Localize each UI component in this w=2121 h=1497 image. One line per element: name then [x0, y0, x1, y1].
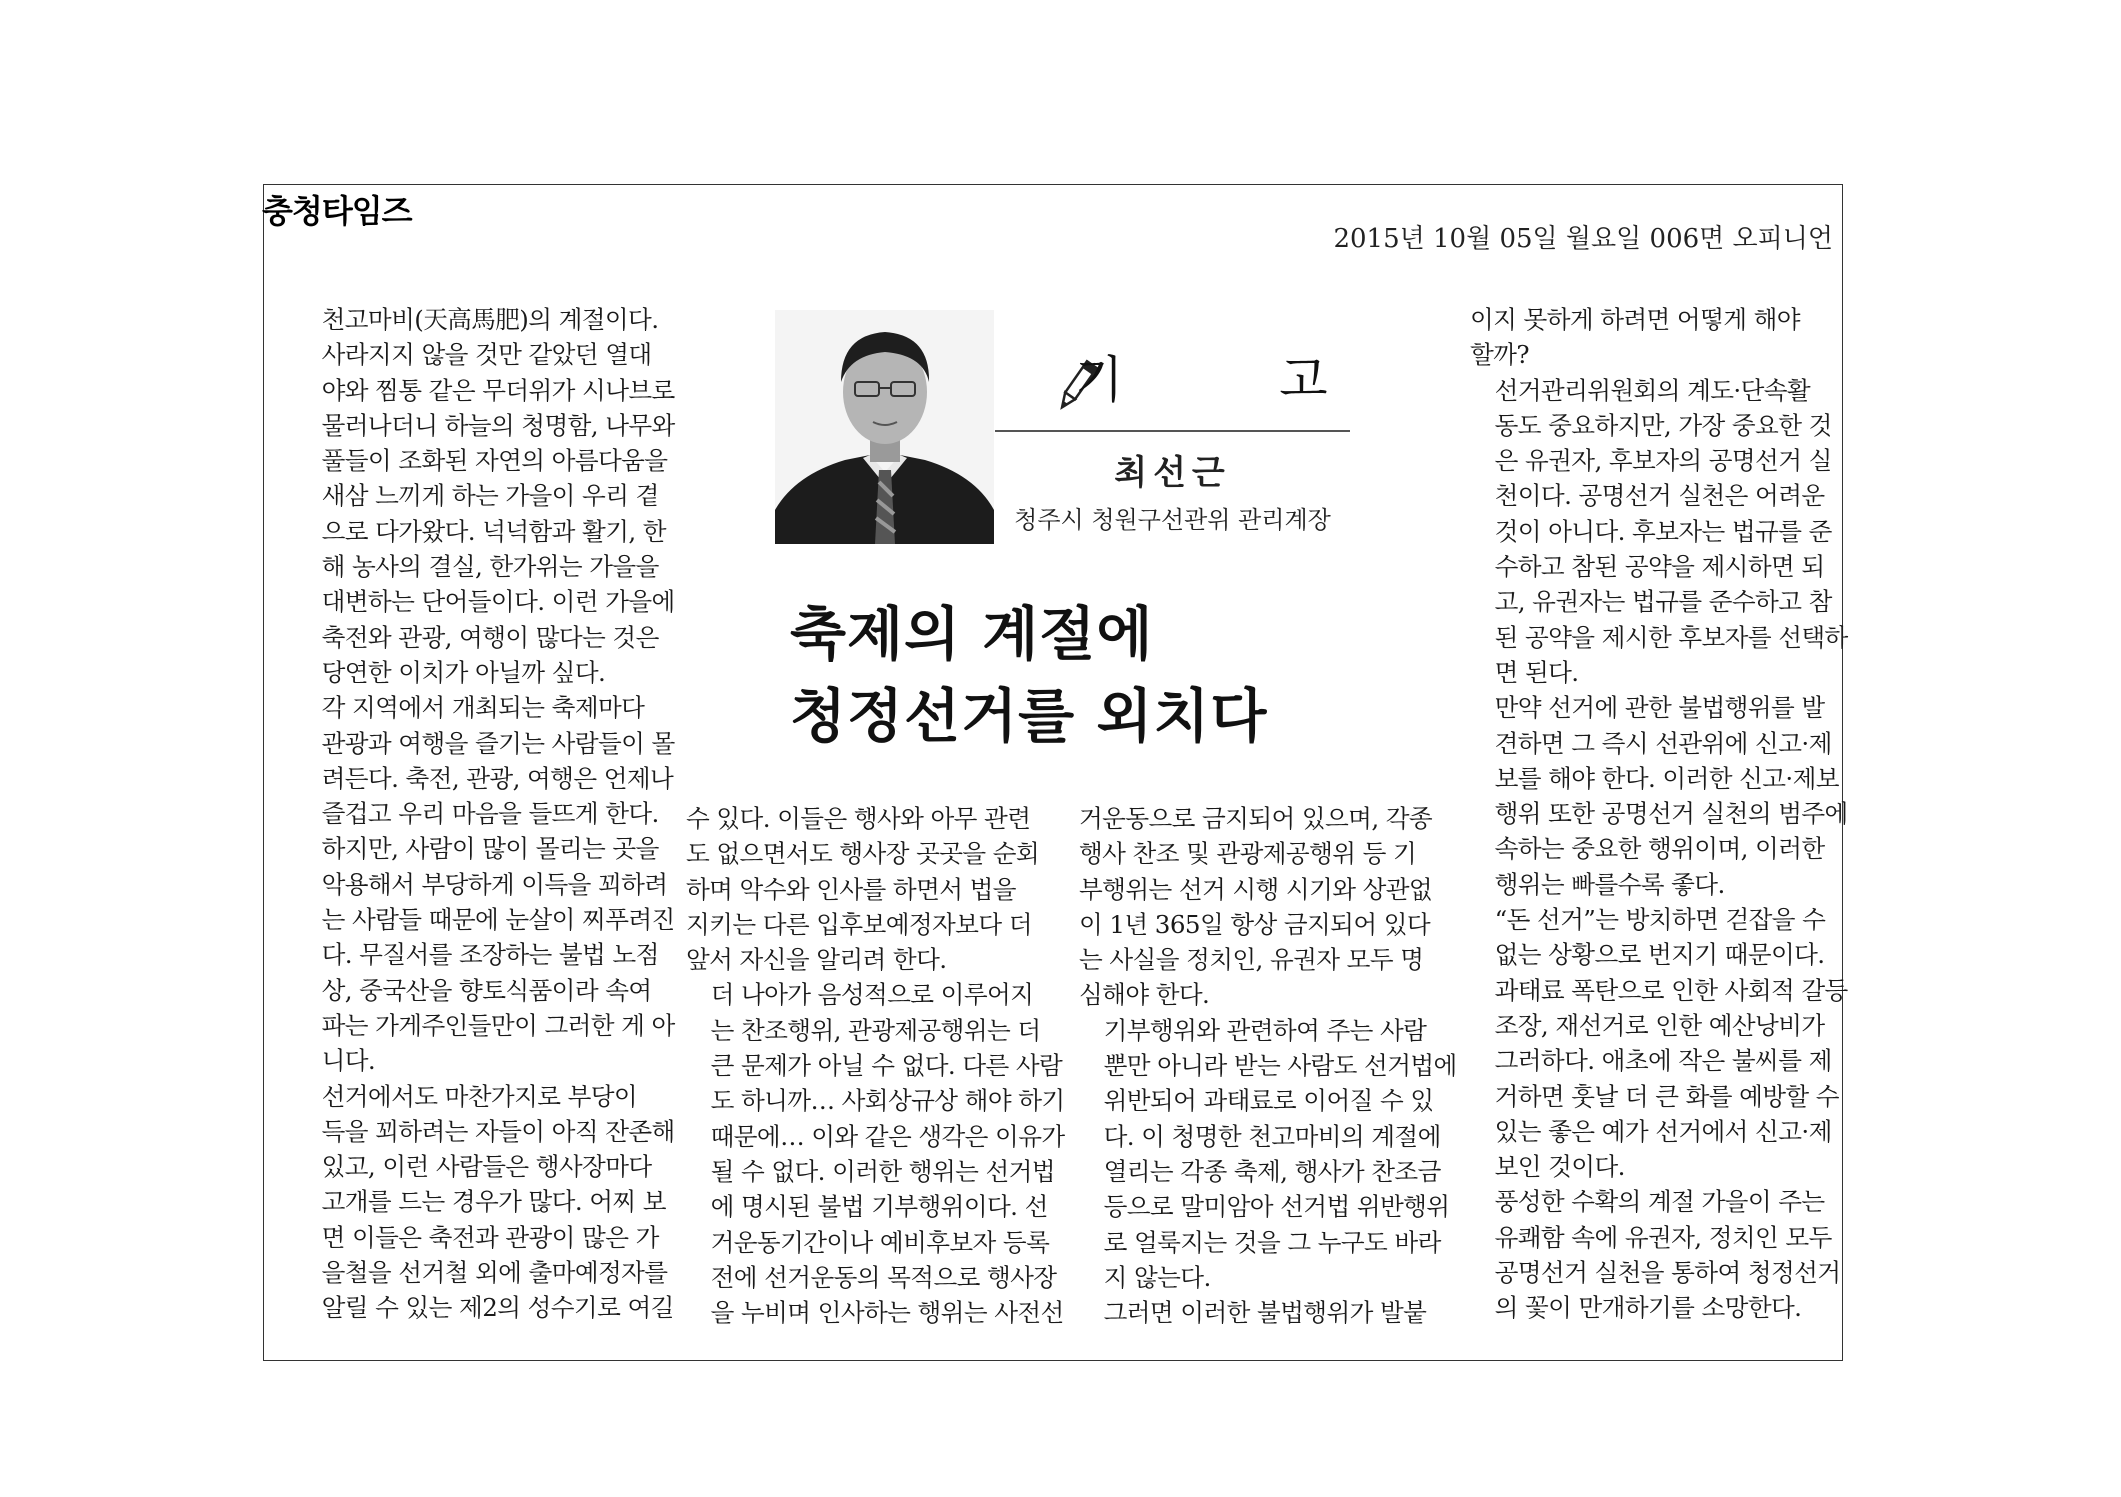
text-line: 된 공약을 제시한 후보자를 선택하 [1494, 622, 1848, 652]
paragraph [297, 337, 675, 690]
paragraph [1470, 373, 1848, 691]
text-line: 행사 찬조 및 관광제공행위 등 기 [1079, 839, 1417, 869]
text-line: 이 1년 365일 항상 금지되어 있다 [1079, 909, 1431, 939]
dateline: 2015년 10월 05일 월요일 006면 오피니언 [1333, 224, 1833, 254]
text-line: 고개를 드는 경우가 많다. 어찌 보 [321, 1187, 666, 1217]
text-line: 심해야 한다. [1079, 980, 1210, 1010]
text-line: 위반되어 과태료로 이어질 수 있 [1103, 1086, 1434, 1116]
text-line: 거하면 훗날 더 큰 화를 예방할 수 [1494, 1081, 1839, 1111]
section-label: 기 고 [1075, 351, 1398, 409]
text-line: 전에 선거운동의 목적으로 행사장 [710, 1262, 1057, 1292]
text-line: 로 얼룩지는 것을 그 누구도 바라 [1103, 1227, 1441, 1257]
text-line: 거운동으로 금지되어 있으며, 각종 [1079, 804, 1433, 833]
text-line: 만약 선거에 관한 불법행위를 발 [1494, 693, 1825, 723]
text-line: 천이다. 공명선거 실천은 어려운 [1494, 481, 1825, 511]
text-line: 그러면 이러한 불법행위가 발붙 [1103, 1298, 1427, 1328]
author-portrait-icon [775, 310, 994, 544]
text-line: 은 유권자, 후보자의 공명선거 실 [1494, 446, 1832, 476]
text-line: 악용해서 부당하게 이득을 꾀하려 [321, 869, 668, 899]
author-role: 청주시 청원구선관위 관리계장 [1014, 506, 1331, 534]
text-line: 행위는 빠를수록 좋다. [1494, 869, 1725, 899]
paragraph [1079, 1013, 1457, 1295]
text-line: 물러나더니 하늘의 청명함, 나무와 [321, 410, 675, 440]
article-headline [790, 593, 1267, 757]
text-line: 각 지역에서 개최되는 축제마다 [321, 693, 645, 723]
text-line: 의 꽃이 만개하기를 소망한다. [1494, 1293, 1802, 1323]
text-line: 유쾌함 속에 유권자, 정치인 모두 [1494, 1222, 1832, 1252]
text-line: 수하고 참된 공약을 제시하면 되 [1494, 552, 1825, 582]
headline-line-1: 축제의 계절에 [790, 600, 1154, 668]
text-line: 새삼 느끼게 하는 가을이 우리 곁 [321, 481, 659, 511]
text-line: 동도 중요하지만, 가장 중요한 것 [1494, 410, 1832, 440]
text-line: 없는 상황으로 번지기 때문이다. [1494, 940, 1825, 970]
text-line: 속하는 중요한 행위이며, 이러한 [1494, 834, 1825, 864]
text-line: 풍성한 수확의 계절 가을이 주는 [1494, 1187, 1825, 1217]
text-line: “돈 선거”는 방치하면 걷잡을 수 [1494, 905, 1826, 935]
paragraph [1079, 1295, 1439, 1330]
text-line: 려든다. 축전, 관광, 여행은 언제나 [321, 763, 674, 793]
text-line: 행위 또한 공명선거 실천의 범주에 [1494, 799, 1848, 829]
text-line: 니다. [321, 1046, 376, 1076]
text-line: 앞서 자신을 알리려 한다. [686, 945, 947, 975]
paragraph [686, 977, 1065, 1330]
text-line: 알릴 수 있는 제2의 성수기로 여길 [321, 1293, 674, 1323]
paragraph [297, 831, 675, 1078]
text-line: 에 명시된 불법 기부행위이다. 선 [710, 1192, 1048, 1222]
text-line: 사라지지 않을 것만 같았던 열대 [321, 340, 652, 370]
text-line: 도 하니까… 사회상규상 해야 하기 [710, 1086, 1065, 1116]
article-column-4 [1470, 302, 1848, 1326]
text-line: 공명선거 실천을 통하여 청정선거 [1494, 1258, 1841, 1288]
article-column-1 [297, 302, 675, 1326]
paragraph [297, 302, 669, 337]
text-line: 상, 중국산을 향토식품이라 속여 [321, 975, 652, 1005]
text-line: 수 있다. 이들은 행사와 아무 관련 [686, 804, 1031, 833]
text-line: 하지만, 사람이 많이 몰리는 곳을 [321, 834, 659, 864]
text-line: 선거관리위원회의 계도·단속활 [1494, 375, 1811, 405]
text-line: 견하면 그 즉시 선관위에 신고·제 [1494, 728, 1832, 758]
text-line: 것이 아니다. 후보자는 법규를 준 [1494, 516, 1832, 546]
text-line: 을철을 선거철 외에 출마예정자를 [321, 1258, 668, 1288]
text-line: 을 누비며 인사하는 행위는 사전선 [710, 1298, 1064, 1328]
author-photo [775, 310, 994, 544]
text-line: 부행위는 선거 시행 시기와 상관없 [1079, 874, 1433, 904]
text-line: 할까? [1470, 340, 1529, 370]
headline-line-2: 청정선거를 외치다 [790, 682, 1268, 750]
text-line: 때문에… 이와 같은 생각은 이유가 [710, 1121, 1065, 1151]
text-line: 있고, 이런 사람들은 행사장마다 [321, 1152, 652, 1182]
text-line: 도 없으면서도 행사장 곳곳을 순회 [686, 839, 1040, 869]
text-line: 대변하는 단어들이다. 이런 가을에 [321, 587, 675, 617]
text-line: 과태료 폭탄으로 인한 사회적 갈등 [1494, 975, 1848, 1005]
text-line: 큰 문제가 아닐 수 없다. 다른 사람 [710, 1051, 1063, 1081]
text-line: 선거에서도 마찬가지로 부당이 [321, 1081, 638, 1111]
paragraph [1470, 302, 1842, 373]
text-line: 기부행위와 관련하여 주는 사람 [1103, 1015, 1427, 1045]
text-line: 지 않는다. [1103, 1262, 1211, 1292]
text-line: 더 나아가 음성적으로 이루어지 [710, 980, 1034, 1010]
text-line: 열리는 각종 축제, 행사가 찬조금 [1103, 1156, 1441, 1186]
text-line: 거운동기간이나 예비후보자 등록 [710, 1227, 1050, 1257]
text-line: 있는 좋은 예가 선거에서 신고·제 [1494, 1116, 1832, 1146]
paragraph [297, 690, 675, 831]
text-line: 야와 찜통 같은 무더위가 시나브로 [321, 375, 675, 405]
text-line: 으로 다가왔다. 넉넉함과 활기, 한 [321, 516, 666, 546]
text-line: 면 된다. [1494, 657, 1579, 687]
text-line: 보인 것이다. [1494, 1152, 1625, 1182]
text-line: 관광과 여행을 즐기는 사람들이 몰 [321, 728, 675, 758]
text-line: 즐겁고 우리 마음을 들뜨게 한다. [321, 799, 659, 829]
paragraph [1470, 1184, 1842, 1325]
text-line: 천고마비(天高馬肥)의 계절이다. [321, 305, 659, 334]
text-line: 지키는 다른 입후보예정자보다 더 [686, 909, 1032, 939]
article-column-3 [1079, 801, 1457, 1330]
text-line: 이지 못하게 하려면 어떻게 해야 [1470, 305, 1800, 334]
text-line: 될 수 없다. 이러한 행위는 선거법 [710, 1156, 1055, 1186]
text-line: 다. 이 청명한 천고마비의 계절에 [1103, 1121, 1441, 1151]
paragraph [1470, 902, 1848, 1184]
text-line: 는 사실을 정치인, 유권자 모두 명 [1079, 945, 1424, 975]
paragraph [1470, 690, 1848, 902]
author-name: 최선근 [1114, 453, 1231, 493]
text-line: 뿐만 아니라 받는 사람도 선거법에 [1103, 1051, 1457, 1081]
text-line: 면 이들은 축전과 관광이 많은 가 [321, 1222, 659, 1252]
text-line: 파는 가게주인들만이 그러한 게 아 [321, 1010, 675, 1040]
text-line: 보를 해야 한다. 이러한 신고·제보 [1494, 763, 1839, 793]
section-rule [995, 430, 1350, 432]
text-line: 는 사람들 때문에 눈살이 찌푸려진 [321, 905, 675, 935]
paragraph [1079, 801, 1439, 1013]
text-line: 다. 무질서를 조장하는 불법 노점 [321, 940, 659, 970]
text-line: 그러하다. 애초에 작은 불씨를 제 [1494, 1046, 1832, 1076]
text-line: 해 농사의 결실, 한가위는 가을을 [321, 552, 659, 582]
paragraph [297, 1079, 675, 1326]
text-line: 등으로 말미암아 선거법 위반행위 [1103, 1192, 1450, 1222]
paragraph [686, 801, 1046, 977]
text-line: 는 찬조행위, 관광제공행위는 더 [710, 1015, 1041, 1045]
newspaper-masthead: 충청타임즈 [262, 192, 412, 230]
text-line: 당연한 이치가 아닐까 싶다. [321, 657, 606, 687]
text-line: 하며 악수와 인사를 하면서 법을 [686, 874, 1016, 904]
text-line: 조장, 재선거로 인한 예산낭비가 [1494, 1010, 1825, 1040]
text-line: 축전와 관광, 여행이 많다는 것은 [321, 622, 659, 652]
text-line: 득을 꾀하려는 자들이 아직 잔존해 [321, 1116, 675, 1146]
text-line: 고, 유권자는 법규를 준수하고 참 [1494, 587, 1832, 617]
text-line: 풀들이 조화된 자연의 아름다움을 [321, 446, 668, 476]
article-column-2 [686, 801, 1065, 1330]
